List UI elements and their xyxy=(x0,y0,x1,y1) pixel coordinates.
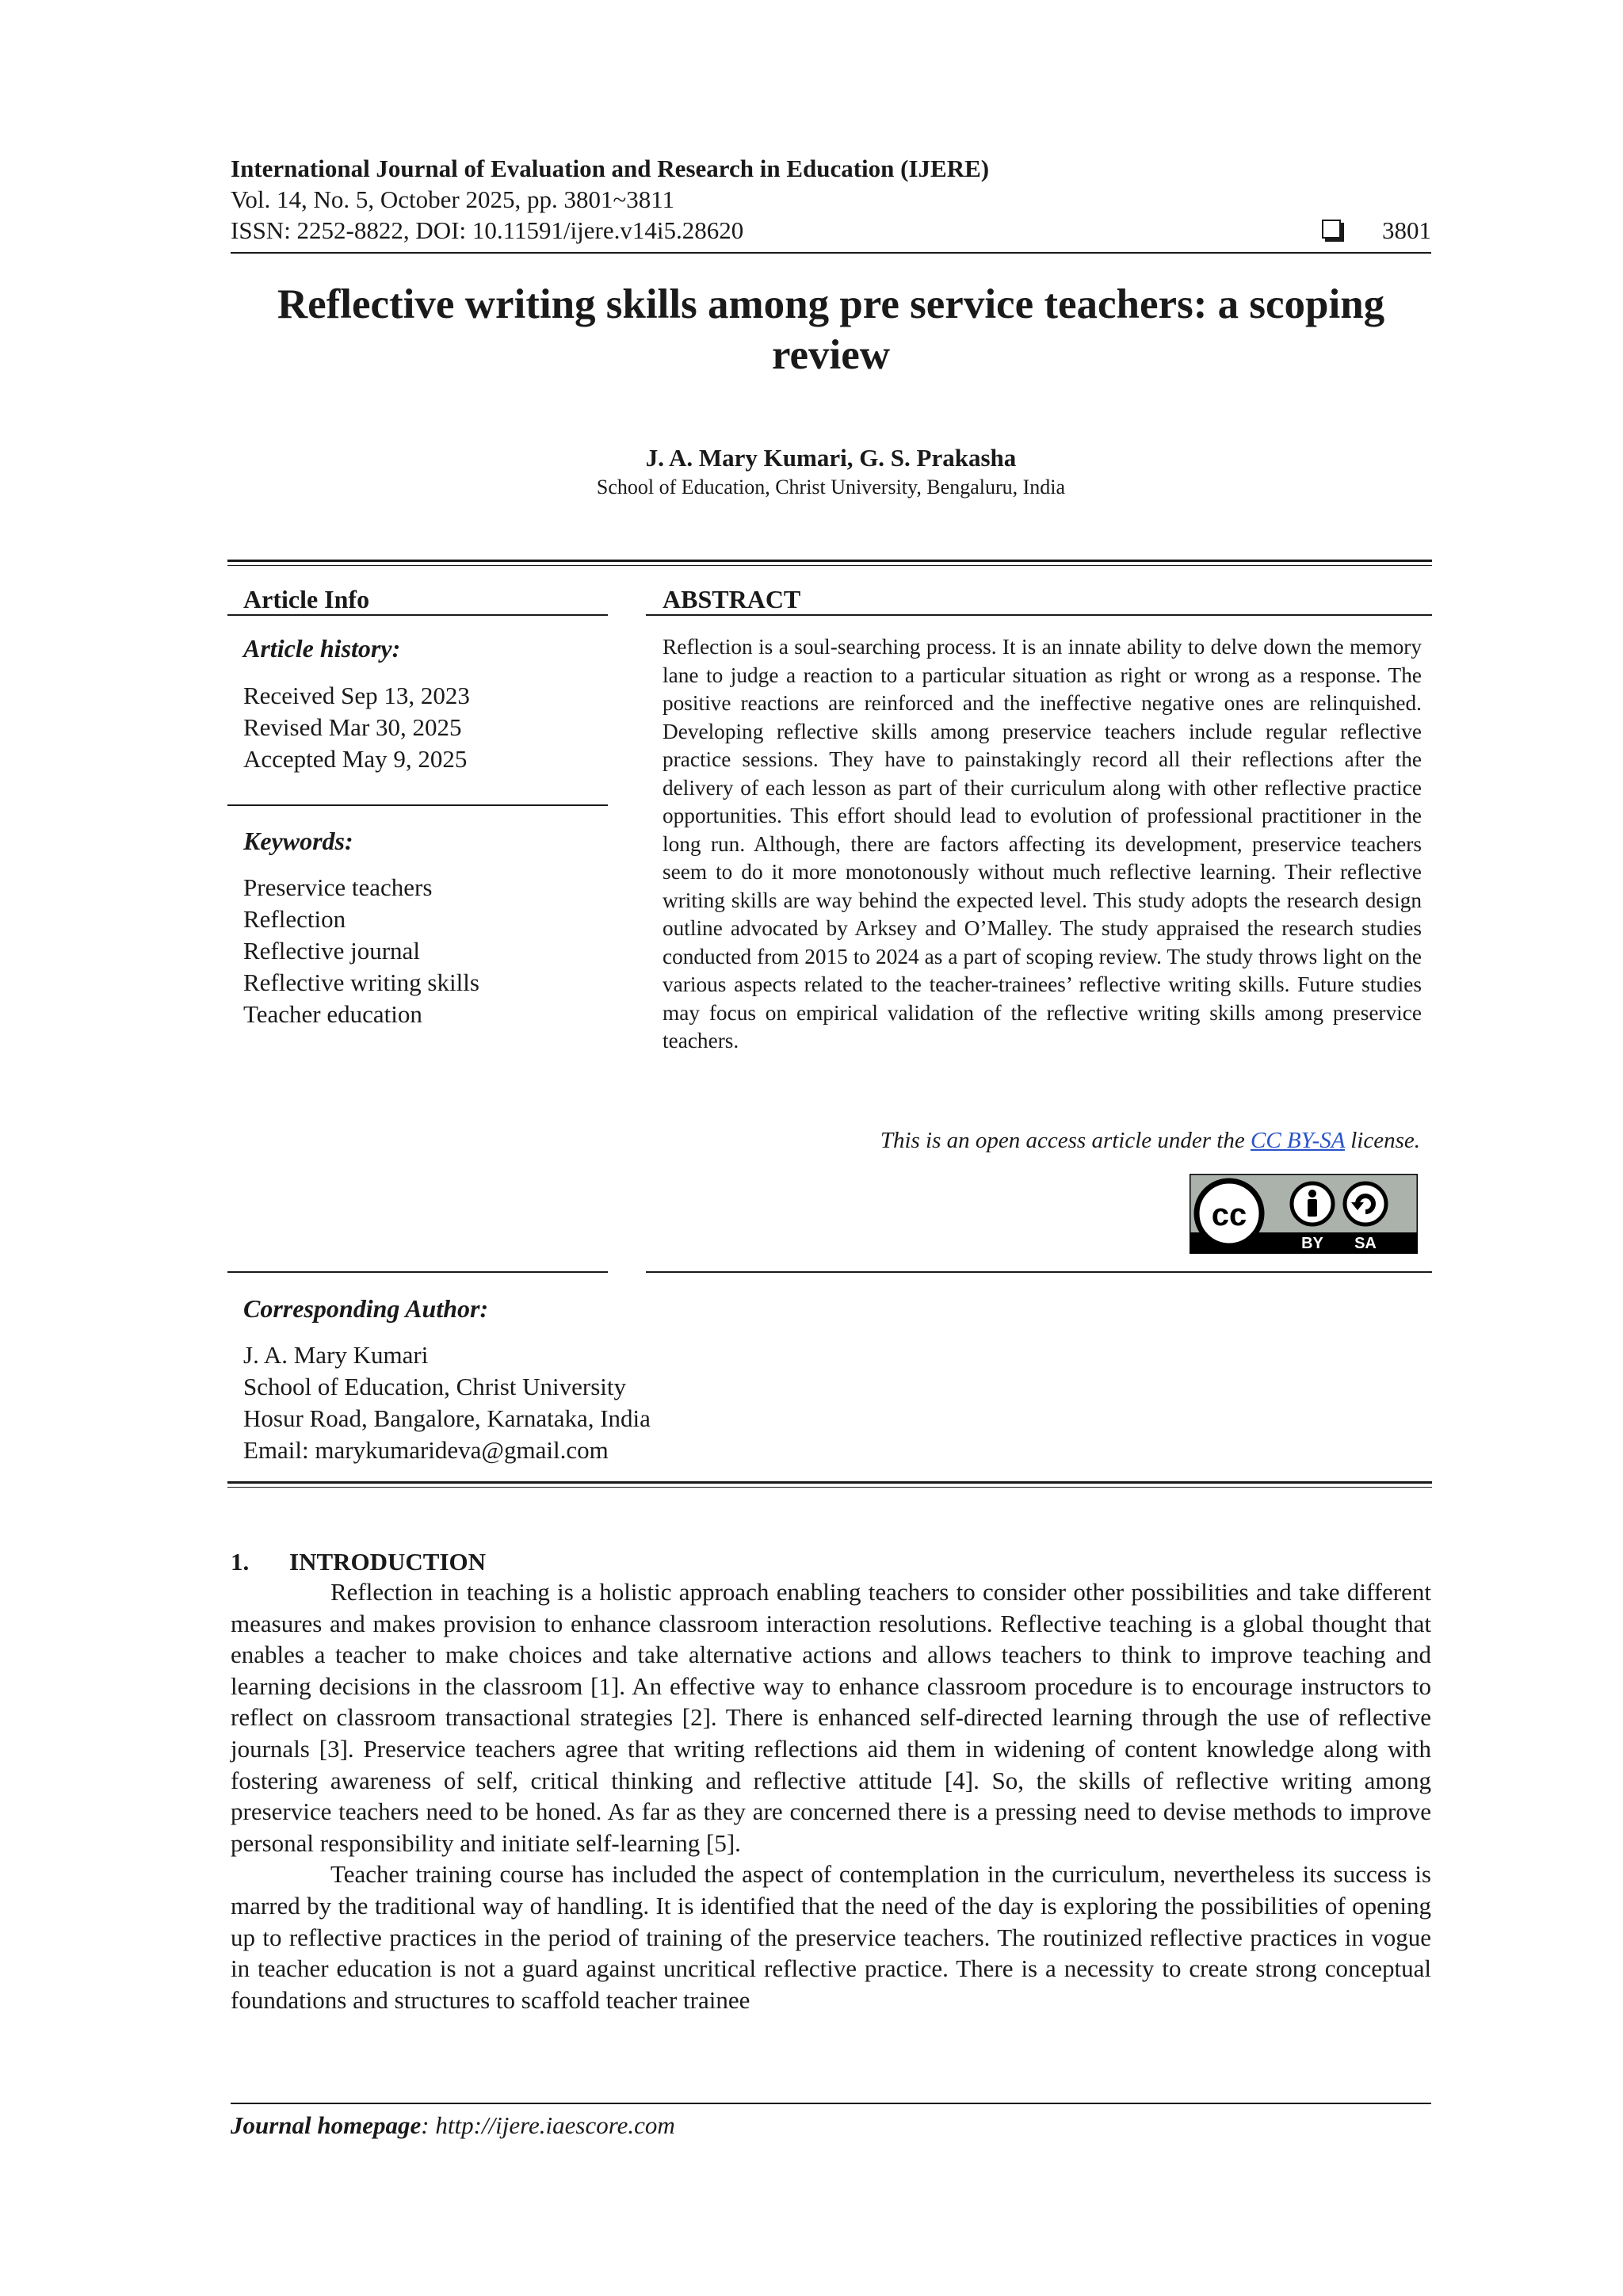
journal-name: International Journal of Evaluation and Research in Education (IJERE) xyxy=(231,155,990,182)
author-name: J. A. Mary Kumari xyxy=(243,1341,429,1369)
info-box-bottom-rule-thin xyxy=(227,1487,1432,1488)
history-revised: Revised Mar 30, 2025 xyxy=(243,713,462,741)
homepage-separator: : xyxy=(421,2111,436,2139)
article-info-rule xyxy=(227,614,608,616)
homepage-label: Journal homepage xyxy=(231,2111,422,2139)
abstract-text: Reflection is a soul-searching process. It is an innate ability to delve down the memory lane to judge a reaction to a particular situation as right or wrong as a response. The positive reactions are reinforced and the ineffective negative ones are relinquished. Developing reflective skills among preservice teachers include regular reflective practice sessions. They have to painstakingly record all their reflections after the delivery of each lesson as part of their curriculum along with other reflective practice opportunities. This effort should lead to evolution of professional practitioner in the long run. Although, there are factors affecting its development, preservice teachers seem to do it more monotonously without much reflective learning. Their reflective writing skills are way behind the expected level. This study adopts the research design outline advocated by Arksey and O’Malley. The study appraised the research studies conducted from 2015 to 2024 as a part of scoping review. The study throws light on the various aspects related to the teacher-trainees’ reflective writing skills. Future studies may focus on empirical validation of the reflective writing skills among preservice teachers. xyxy=(663,635,1422,1052)
title-line-2: review xyxy=(771,332,891,378)
keyword-item: Teacher education xyxy=(243,1000,422,1028)
affiliation: School of Education, Christ University, Bengaluru, India xyxy=(596,476,1066,499)
keyword-item: Reflective journal xyxy=(243,937,420,965)
author-address: Hosur Road, Bangalore, Karnataka, India xyxy=(243,1404,651,1432)
info-box-bottom-rule xyxy=(227,1481,1432,1484)
cc-by-label: BY xyxy=(1301,1235,1323,1252)
history-received: Received Sep 13, 2023 xyxy=(243,682,470,709)
intro-paragraph-1: Reflection in teaching is a holistic approach enabling teachers to consider other possibilities and take different measures and makes provision to enhance classroom interaction resolutions. Reflective teaching is a global thought that enables a teacher to make choices and take alternative actions and allows teachers to think to improve teaching and learning decisions in the classroom [1]. An effective way to enhance classroom procedure is to encourage instructors to reflect on classroom transactional strategies [2]. There is enhanced self-directed learning through the use of reflective journals [3]. Preservice teachers agree that writing reflections aid them in widening of content knowledge along with fostering awareness of self, critical thinking and reflective attitude [4]. So, the skills of reflective writing among preservice teachers need to be honed. As far as they are concerned there is a pressing need to devise methods to improve personal responsibility and initiate self-learning [5]. xyxy=(231,1578,1431,1857)
cc-by-sa-link[interactable]: CC BY-SA xyxy=(1251,1128,1345,1153)
keyword-item: Reflective writing skills xyxy=(243,968,479,996)
keywords-list xyxy=(243,872,479,1030)
info-box-top-rule-thin xyxy=(227,565,1432,566)
author-institution: School of Education, Christ University xyxy=(243,1373,627,1400)
keyword-item: Preservice teachers xyxy=(243,873,433,901)
header-rule xyxy=(231,252,1431,254)
issn-doi: ISSN: 2252-8822, DOI: 10.11591/ijere.v14i5.28620 xyxy=(231,216,744,244)
license-prefix: This is an open access article under the xyxy=(880,1128,1251,1153)
authors: J. A. Mary Kumari, G. S. Prakasha xyxy=(645,444,1017,472)
title-line-1: Reflective writing skills among pre service teachers: a scoping xyxy=(277,281,1385,327)
abstract-bottom-rule xyxy=(646,1271,1432,1273)
history-accepted: Accepted May 9, 2025 xyxy=(243,745,468,773)
keyword-item: Reflection xyxy=(243,905,346,933)
introduction-heading xyxy=(231,1548,486,1576)
intro-paragraph-2: Teacher training course has included the aspect of contemplation in the curriculum, nevertheless its success is marred by the traditional way of handling. It is identified that the need of the day is exploring the possibilities of opening up to reflective practices in the period of training of the preservice teachers. The routinized reflective practices in vogue in teacher education is not a guard against uncritical reflective practice. There is a necessity to create strong conceptual foundations and structures to scaffold teacher trainee xyxy=(231,1860,1431,2014)
section-number: 1. xyxy=(231,1548,250,1576)
homepage-url[interactable]: http://ijere.iaescore.com xyxy=(435,2111,675,2139)
volume-info: Vol. 14, No. 5, October 2025, pp. 3801~3811 xyxy=(231,185,675,213)
abstract-rule xyxy=(646,614,1432,616)
keywords-heading: Keywords: xyxy=(243,827,353,855)
page-number-block xyxy=(1322,216,1431,245)
footer-rule xyxy=(231,2103,1431,2104)
corresponding-author-details xyxy=(243,1339,651,1466)
cc-sa-label: SA xyxy=(1354,1235,1377,1252)
page-number: 3801 xyxy=(1382,216,1431,244)
introduction-body xyxy=(231,1576,1431,2015)
svg-text:cc: cc xyxy=(1211,1198,1247,1232)
info-box-top-rule xyxy=(227,560,1432,562)
article-info-heading: Article Info xyxy=(243,585,370,613)
article-history-heading: Article history: xyxy=(243,634,401,663)
abstract-heading: ABSTRACT xyxy=(663,585,801,613)
checkbox-square-icon xyxy=(1322,220,1341,239)
section-title: INTRODUCTION xyxy=(289,1548,487,1576)
article-history-list xyxy=(243,680,470,775)
paper-title xyxy=(231,279,1431,380)
cc-by-sa-logo-icon[interactable] xyxy=(1190,1174,1418,1254)
article-info-bottom-rule xyxy=(227,1271,608,1273)
corresponding-author-heading: Corresponding Author: xyxy=(243,1294,489,1323)
author-email: Email: marykumarideva@gmail.com xyxy=(243,1436,609,1464)
license-suffix: license. xyxy=(1344,1128,1420,1153)
history-keywords-divider xyxy=(227,804,608,806)
license-statement xyxy=(880,1128,1420,1154)
journal-homepage xyxy=(231,2111,675,2140)
